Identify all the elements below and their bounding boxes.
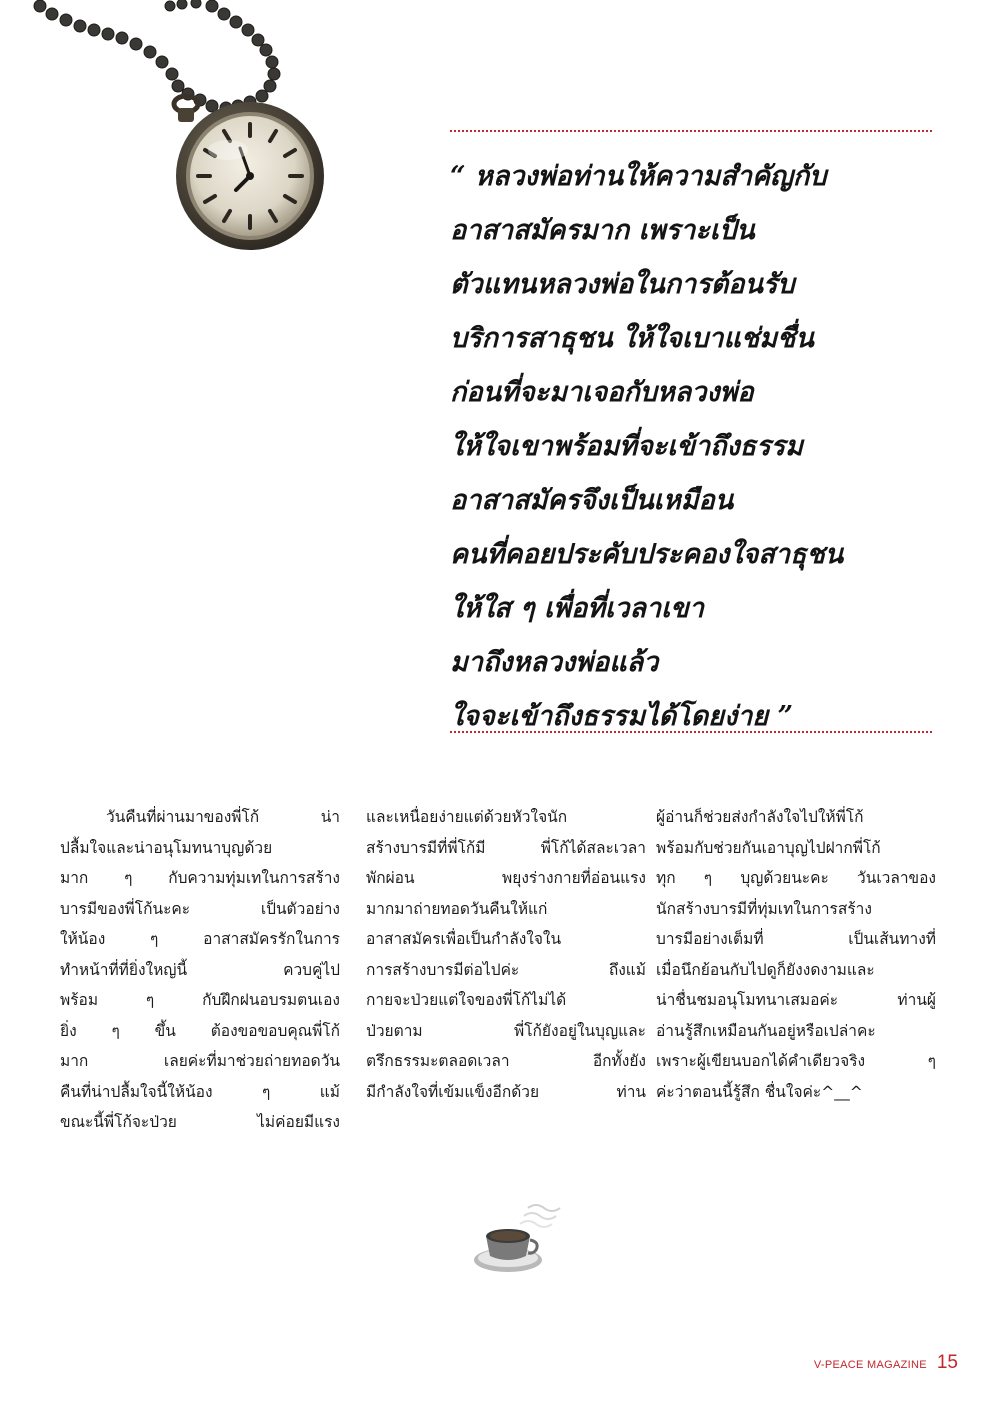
article-line: อ่านรู้สึกเหมือนกันอยู่หรือเปล่าคะ (656, 1021, 876, 1040)
quote-line: “ หลวงพ่อท่านให้ความสำคัญกับ (450, 161, 827, 192)
article-line: ขณะนี้พี่โก้จะป่วย ไม่ค่อยมีแรง (60, 1113, 340, 1131)
article-line: คืนที่น่าปลื้มใจนี้ให้น้อง ๆ แม้ (60, 1082, 340, 1101)
article-column-2 (366, 802, 646, 1107)
magazine-name: V-PEACE MAGAZINE (813, 1359, 927, 1371)
quote-line: ตัวแทนหลวงพ่อในการต้อนรับ (450, 269, 795, 300)
article-line: สร้างบารมีที่พี่โก้มี พี่โก้ได้สละเวลา (366, 838, 646, 857)
pocket-watch-icon (0, 0, 330, 260)
article-line: นักสร้างบารมีที่ทุ่มเทในการสร้าง (656, 899, 872, 918)
quote-line: มาถึงหลวงพ่อแล้ว (450, 647, 659, 678)
pull-quote (450, 150, 950, 744)
article-line: เมื่อนึกย้อนกับไปดูก็ยังงดงามและ (656, 960, 875, 979)
article-column-1 (60, 802, 340, 1138)
article-column-3 (656, 802, 936, 1107)
quote-top-divider (450, 130, 932, 132)
article-line: ปลื้มใจและน่าอนุโมทนาบุญด้วย (60, 838, 273, 857)
quote-line: อาสาสมัครมาก เพราะเป็น (450, 215, 755, 246)
article-line: น่าชื่นชมอนุโมทนาเสมอค่ะ ท่านผู้ (656, 991, 936, 1009)
quote-line: ก่อนที่จะมาเจอกับหลวงพ่อ (450, 377, 754, 408)
quote-bottom-divider (450, 731, 932, 733)
quote-line: ให้ใจเขาพร้อมที่จะเข้าถึงธรรม (450, 431, 803, 462)
article-line: มีกำลังใจที่เข้มแข็งอีกด้วย ท่าน (366, 1082, 646, 1101)
article-line: พร้อม ๆ กับฝึกฝนอบรมตนเอง (60, 991, 340, 1009)
article-line: ป่วยตาม พี่โก้ยังอยู่ในบุญและ (366, 1021, 646, 1040)
article-line: ให้น้อง ๆ อาสาสมัครรักในการ (60, 930, 340, 948)
quote-line: บริการสาธุชน ให้ใจเบาแช่มชื่น (450, 323, 814, 354)
article-line: ตรึกธรรมะตลอดเวลา อีกทั้งยัง (366, 1052, 646, 1070)
article-line: วันคืนที่ผ่านมาของพี่โก้ น่า (106, 808, 340, 826)
article-line: มาก ๆ กับความทุ่มเทในการสร้าง (60, 869, 340, 887)
article-line: ทุก ๆ บุญด้วยนะคะ วันเวลาของ (656, 869, 936, 887)
article-line: บารมีของพี่โก้นะคะ เป็นตัวอย่าง (60, 899, 340, 918)
coffee-cup-icon (468, 1200, 568, 1280)
quote-line: ให้ใส ๆ เพื่อที่เวลาเขา (450, 593, 704, 624)
article-line: พร้อมกับช่วยกันเอาบุญไปฝากพี่โก้ (656, 838, 881, 857)
page-number: 15 (936, 1352, 958, 1373)
page-footer (814, 1352, 958, 1376)
article-line: พักผ่อน พยุงร่างกายที่อ่อนแรง (366, 869, 646, 887)
article-line: บารมีอย่างเต็มที่ เป็นเส้นทางที่ (656, 930, 936, 948)
article-line: และเหนื่อยง่ายแต่ด้วยหัวใจนัก (366, 808, 568, 826)
article-line: ยิ่ง ๆ ขึ้น ต้องขอขอบคุณพี่โก้ (60, 1021, 340, 1040)
article-line: อาสาสมัครเพื่อเป็นกำลังใจใน (366, 930, 562, 948)
article-line: การสร้างบารมีต่อไปค่ะ ถึงแม้ (366, 960, 646, 979)
quote-line: คนที่คอยประคับประคองใจสาธุชน (450, 539, 844, 570)
quote-line: ใจจะเข้าถึงธรรมได้โดยง่าย ” (450, 701, 794, 732)
article-line: ทำหน้าที่ที่ยิ่งใหญ่นี้ ควบคู่ไป (60, 960, 340, 979)
article-line: ผู้อ่านก็ช่วยส่งกำลังใจไปให้พี่โก้ (656, 808, 864, 826)
quote-line: อาสาสมัครจึงเป็นเหมือน (450, 485, 734, 516)
article-line: เพราะผู้เขียนบอกได้คำเดียวจริง ๆ (656, 1052, 936, 1070)
article-line: มาก เลยค่ะที่มาช่วยถ่ายทอดวัน (60, 1052, 340, 1070)
article-line: มากมาถ่ายทอดวันคืนให้แก่ (366, 899, 548, 918)
article-line: กายจะป่วยแต่ใจของพี่โก้ไม่ได้ (366, 991, 567, 1009)
article-line: ค่ะว่าตอนนี้รู้สึก ชื่นใจค่ะ^__^ (656, 1082, 863, 1101)
